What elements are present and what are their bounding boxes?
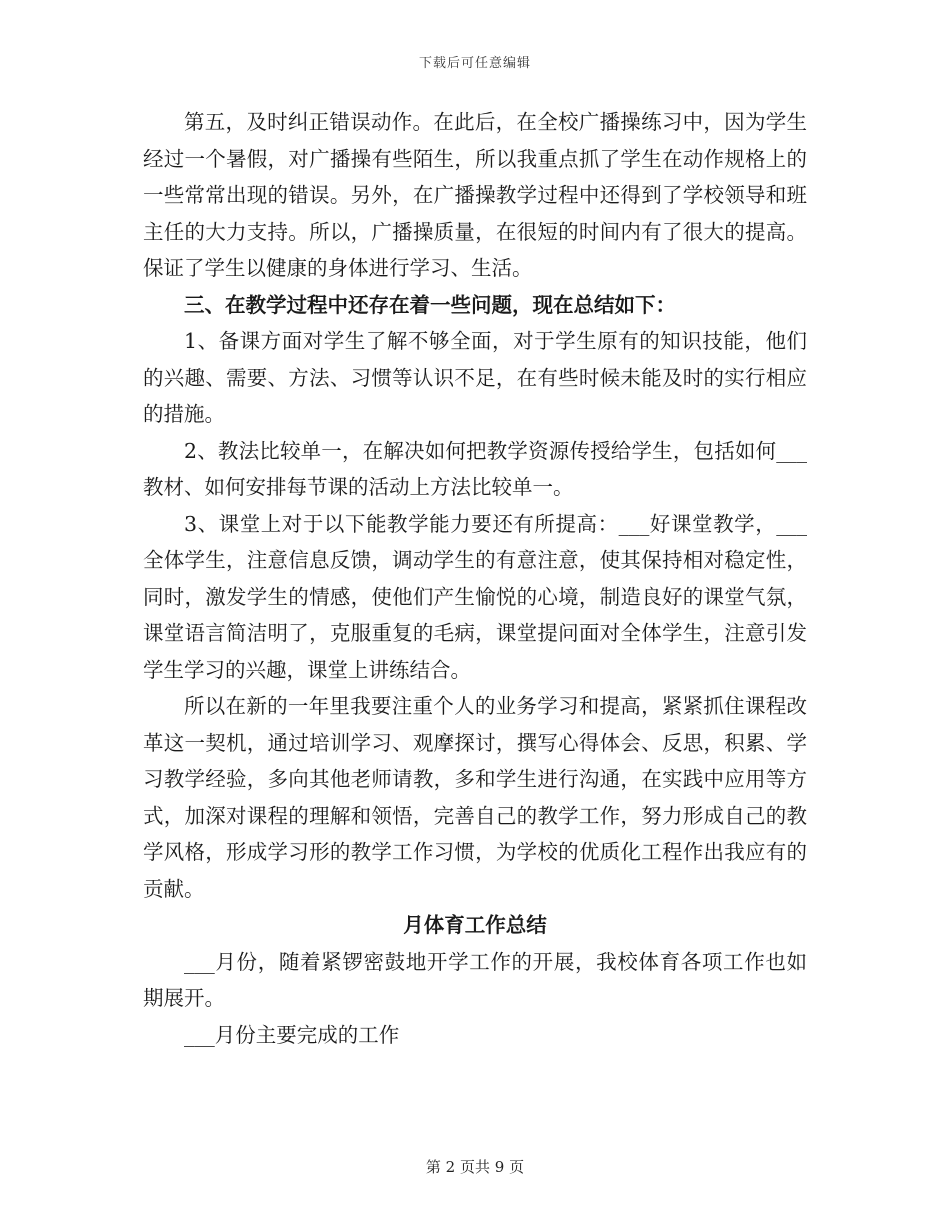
paragraph-plan: 所以在新的一年里我要注重个人的业务学习和提高，紧紧抓住课程改革这一契机，通过培训学习、观摩探讨，撰写心得体会、反思，积累、学习教学经验，多向其他老师请教，多和学生进行沟通，在实践中应用等方式，加深对课程的理解和领悟，完善自己的教学工作，努力形成自己的教学风格，形成学习形的教学工作习惯，为学校的优质化工程作出我应有的贡献。 (143, 694, 807, 901)
paragraph-fifth-point: 第五，及时纠正错误动作。在此后，在全校广播操练习中，因为学生经过一个暑假，对广播操有些陌生，所以我重点抓了学生在动作规格上的一些常常出现的错误。另外，在广播操教学过程中还得到了学校领导和班主任的大力支持。所以，广播操质量，在很短的时间内有了很大的提高。保证了学生以健康的身体进行学习、生活。 (143, 110, 807, 280)
problem-item-2: 2、教法比较单一，在解决如何把教学资源传授给学生，包括如何___教材、如何安排每节课的活动上方法比较单一。 (143, 438, 807, 499)
section-title: 月体育工作总结 (403, 913, 547, 937)
page-header: 下载后可任意编辑 (418, 56, 531, 71)
section-heading-problems: 三、在教学过程中还存在着一些问题，现在总结如下： (184, 292, 676, 317)
problem-item-1: 1、备课方面对学生了解不够全面，对于学生原有的知识技能，他们的兴趣、需要、方法、习惯等认识不足，在有些时候未能及时的实行相应的措施。 (143, 329, 807, 426)
paragraph-month-tasks: ___月份主要完成的工作 (184, 1022, 400, 1047)
document-body (143, 104, 807, 1053)
paragraph-month-intro: ___月份，随着紧锣密鼓地开学工作的开展，我校体育各项工作也如期展开。 (143, 949, 807, 1010)
page-footer: 第 2 页共 9 页 (425, 1158, 525, 1176)
problem-item-3: 3、课堂上对于以下能教学能力要还有所提高：___好课堂教学，___全体学生，注意信息反馈，调动学生的有意注意，使其保持相对稳定性，同时，激发学生的情感，使他们产生愉悦的心境，制造良好的课堂气氛，课堂语言简洁明了，克服重复的毛病，课堂提问面对全体学生，注意引发学生学习的兴趣，课堂上讲练结合。 (143, 511, 807, 682)
